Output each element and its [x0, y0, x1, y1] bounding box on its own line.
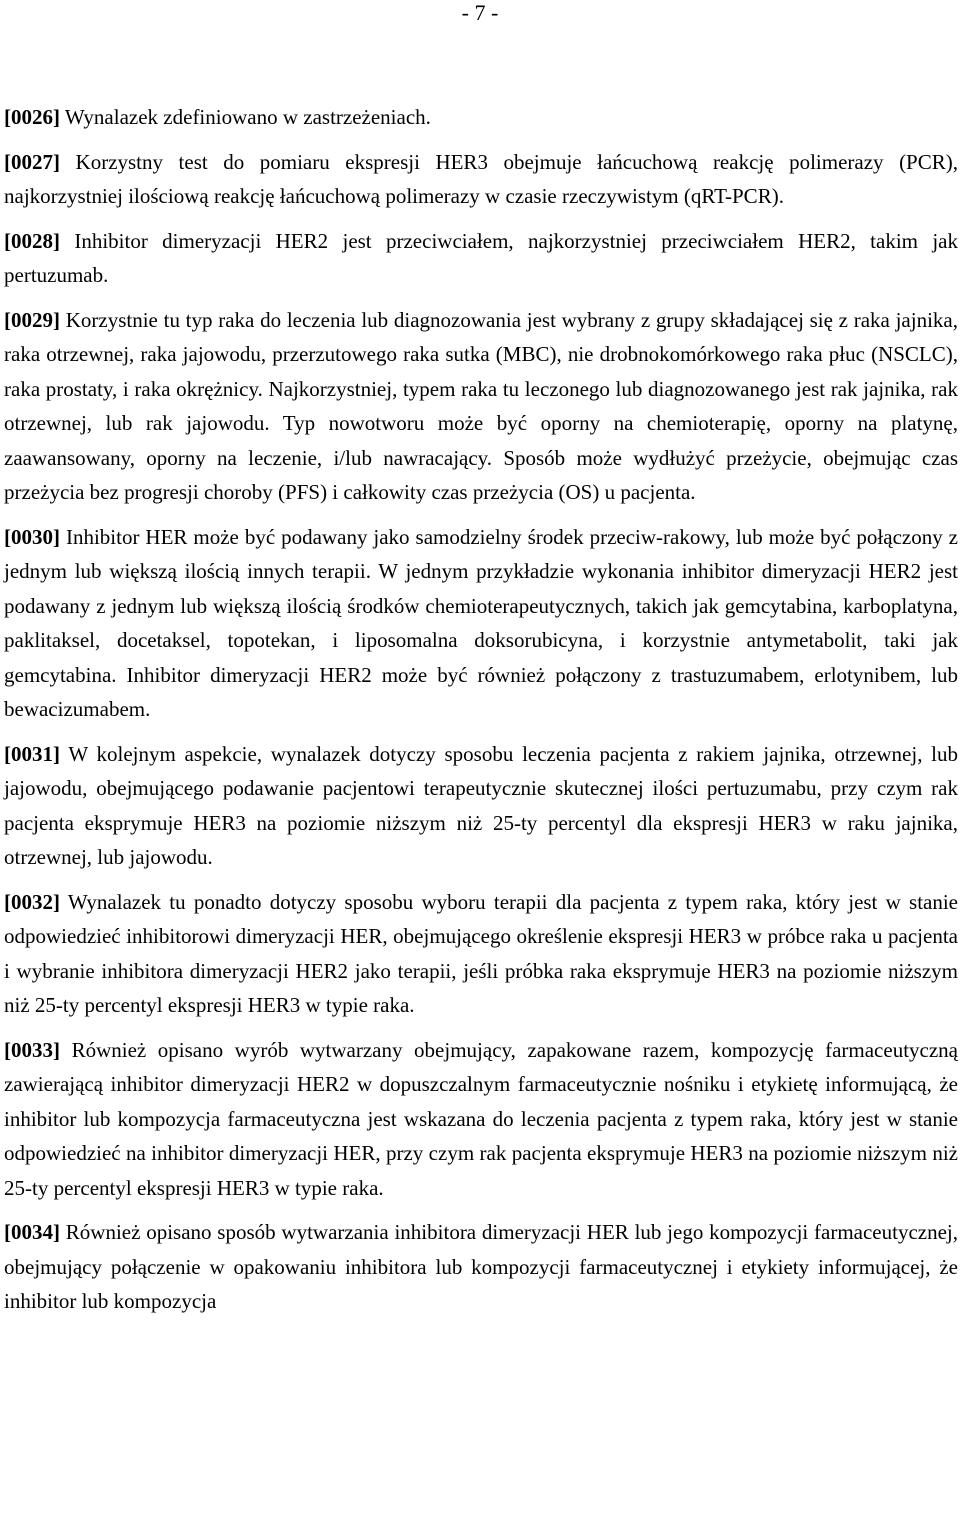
paragraph-id: [0032] [4, 889, 60, 914]
paragraph-id: [0026] [4, 105, 60, 129]
paragraph-text: Korzystnie tu typ raka do leczenia lub diagnozowania jest wybrany z grupy składającej się z raka jajnika, raka otrzewnej, raka jajowodu, przerzutowego raka sutka (MBC), nie drobnokomórkowego raka płuc (NSCLC), raka prostaty, i raka okrężnicy. Najkorzystniej, typem raka tu leczonego lub diagnozowanego jest rak jajnika, rak otrzewnej, lub rak jajowodu. Typ nowotworu może być oporny na chemioterapię, oporny na platynę, zaawansowany, oporny na leczenie, i/lub nawracający. Sposób może wydłużyć przeżycie, obejmując czas przeżycia bez progresji choroby (PFS) i całkowity czas przeżycia (OS) u pacjenta. [4, 307, 958, 504]
paragraph-0029 [4, 303, 958, 510]
paragraph-text: W kolejnym aspekcie, wynalazek dotyczy sposobu leczenia pacjenta z rakiem jajnika, otrzewnej, lub jajowodu, obejmującego podawanie pacjentowi terapeutycznie skutecznej ilości pertuzumabu, przy czym rak pacjenta eksprymuje HER3 na poziomie niższym niż 25-ty percentyl dla ekspresji HER3 w raku jajnika, otrzewnej, lub jajowodu. [4, 741, 958, 869]
paragraph-id: [0031] [4, 741, 60, 766]
paragraph-id: [0028] [4, 228, 60, 253]
paragraph-0033 [4, 1033, 958, 1206]
paragraph-text: Wynalazek tu ponadto dotyczy sposobu wyboru terapii dla pacjenta z typem raka, który jest w stanie odpowiedzieć inhibitorowi dimeryzacji HER, obejmującego określenie ekspresji HER3 w próbce raka u pacjenta i wybranie inhibitora dimeryzacji HER2 jako terapii, jeśli próbka raka eksprymuje HER3 na poziomie niższym niż 25-ty percentyl ekspresji HER3 w typie raka. [4, 889, 958, 1017]
paragraph-id: [0033] [4, 1037, 60, 1062]
paragraph-0027 [4, 145, 958, 214]
paragraph-0028 [4, 224, 958, 293]
paragraph-id: [0030] [4, 524, 60, 549]
paragraph-text: Inhibitor HER może być podawany jako samodzielny środek przeciw-rakowy, lub może być połączony z jednym lub większą ilością innych terapii. W jednym przykładzie wykonania inhibitor dimeryzacji HER2 jest podawany z jednym lub większą ilością środków chemioterapeutycznych, takich jak gemcytabina, karboplatyna, paklitaksel, docetaksel, topotekan, i liposomalna doksorubicyna, i korzystnie antymetabolit, taki jak gemcytabina. Inhibitor dimeryzacji HER2 może być również połączony z trastuzumabem, erlotynibem, lub bewacizumabem. [4, 524, 958, 721]
paragraph-0031 [4, 737, 958, 875]
paragraph-id: [0029] [4, 307, 60, 332]
paragraph-0032 [4, 885, 958, 1023]
paragraph-0026 [4, 100, 958, 135]
paragraph-text: Również opisano wyrób wytwarzany obejmujący, zapakowane razem, kompozycję farmaceutyczną zawierającą inhibitor dimeryzacji HER2 w dopuszczalnym farmaceutycznie nośniku i etykietę informującą, że inhibitor lub kompozycja farmaceutyczna jest wskazana do leczenia pacjenta z typem raka, który jest w stanie odpowiedzieć na inhibitor dimeryzacji HER, przy czym rak pacjenta eksprymuje HER3 na poziomie niższym niż 25-ty percentyl ekspresji HER3 w typie raka. [4, 1037, 958, 1200]
paragraph-text: Również opisano sposób wytwarzania inhibitora dimeryzacji HER lub jego kompozycji farmaceutycznej, obejmujący połączenie w opakowaniu inhibitora lub kompozycji farmaceutycznej i etykiety informującej, że inhibitor lub kompozycja [4, 1220, 959, 1313]
paragraph-text: Inhibitor dimeryzacji HER2 jest przeciwciałem, najkorzystniej przeciwciałem HER2, takim jak pertuzumab. [4, 228, 958, 287]
paragraph-0034 [4, 1215, 958, 1319]
paragraph-0030 [4, 520, 958, 727]
document-body [4, 100, 958, 1329]
paragraph-id: [0034] [4, 1220, 60, 1244]
paragraph-id: [0027] [4, 149, 60, 174]
page-number: - 7 - [461, 0, 499, 25]
paragraph-text: Korzystny test do pomiaru ekspresji HER3 obejmuje łańcuchową reakcję polimerazy (PCR), najkorzystniej ilościową reakcję łańcuchową polimerazy w czasie rzeczywistym (qRT-PCR). [4, 149, 958, 208]
paragraph-text: Wynalazek zdefiniowano w zastrzeżeniach. [64, 105, 431, 129]
